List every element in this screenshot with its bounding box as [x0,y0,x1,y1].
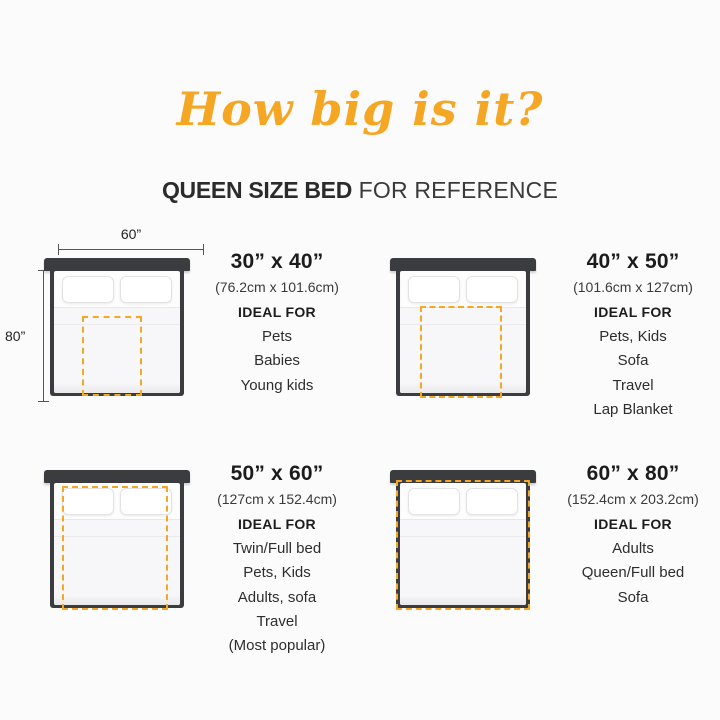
ideal-for-label: IDEAL FOR [238,304,316,320]
ideal-for-label: IDEAL FOR [238,516,316,532]
size-label: 60” x 80” [586,462,680,485]
pillow [408,276,460,303]
blanket-outline [396,480,530,610]
size-card [360,236,720,448]
dimension-cap [203,244,204,255]
ideal-for-label: IDEAL FOR [594,304,672,320]
bed-width-label: 60” [116,226,146,242]
bed-illustration [400,258,526,398]
bed-length-dimension [5,270,50,402]
size-card-grid [0,226,720,660]
blanket-outline [420,306,502,398]
page-title: How big is it? [176,82,544,136]
use-list [556,325,710,422]
bed-illustration-wrap [5,226,210,398]
list-item: Sofa [617,588,649,606]
use-list [210,537,344,658]
size-card [0,226,360,448]
list-item: Young kids [240,376,314,394]
ideal-for-label: IDEAL FOR [594,516,672,532]
bed-illustration [400,470,526,610]
list-item: Lap Blanket [593,400,673,418]
bed-width-dimension [58,226,204,256]
size-label: 40” x 50” [586,250,680,273]
use-list [556,537,710,610]
size-card [0,448,360,660]
size-metric: (101.6cm x 127cm) [573,279,693,295]
dimension-line [58,249,204,250]
bed-illustration-wrap [386,258,556,398]
size-label: 50” x 60” [230,462,324,485]
pillow [62,276,114,303]
list-item: Babies [254,352,300,370]
use-list [210,325,344,398]
size-label: 30” x 40” [230,250,324,273]
size-card-info [210,448,360,658]
list-item: Twin/Full bed [232,540,322,557]
size-metric: (76.2cm x 101.6cm) [215,279,339,295]
bed-length-label: 80” [2,326,28,346]
list-item: (Most popular) [228,637,326,655]
size-card-info [556,236,720,422]
list-item: Sofa [617,352,649,370]
list-item: Travel [612,376,654,394]
list-item: Queen/Full bed [581,564,685,582]
list-item: Adults [612,540,654,557]
blanket-outline [62,486,168,610]
bed-illustration [54,470,180,610]
subtitle-light: FOR REFERENCE [358,176,559,203]
bed-illustration-wrap [40,470,210,610]
pillow [466,276,518,303]
list-item: Travel [256,612,298,630]
size-metric: (152.4cm x 203.2cm) [567,491,699,507]
size-card-info [210,236,360,398]
subtitle-strong: QUEEN SIZE BED [161,176,353,203]
dimension-line [43,270,44,402]
list-item: Pets [261,328,292,345]
pillow [120,276,172,303]
list-item: Pets, Kids [599,328,667,345]
blanket-outline [82,316,142,396]
bed-illustration [5,226,180,398]
list-item: Pets, Kids [243,564,311,582]
bed-illustration-wrap [386,470,556,610]
size-card [360,448,720,660]
size-card-info [556,448,720,610]
page-subtitle [0,177,720,204]
size-metric: (127cm x 152.4cm) [217,491,337,507]
dimension-cap [38,401,49,402]
list-item: Adults, sofa [237,588,317,606]
dimension-cap [58,244,59,255]
